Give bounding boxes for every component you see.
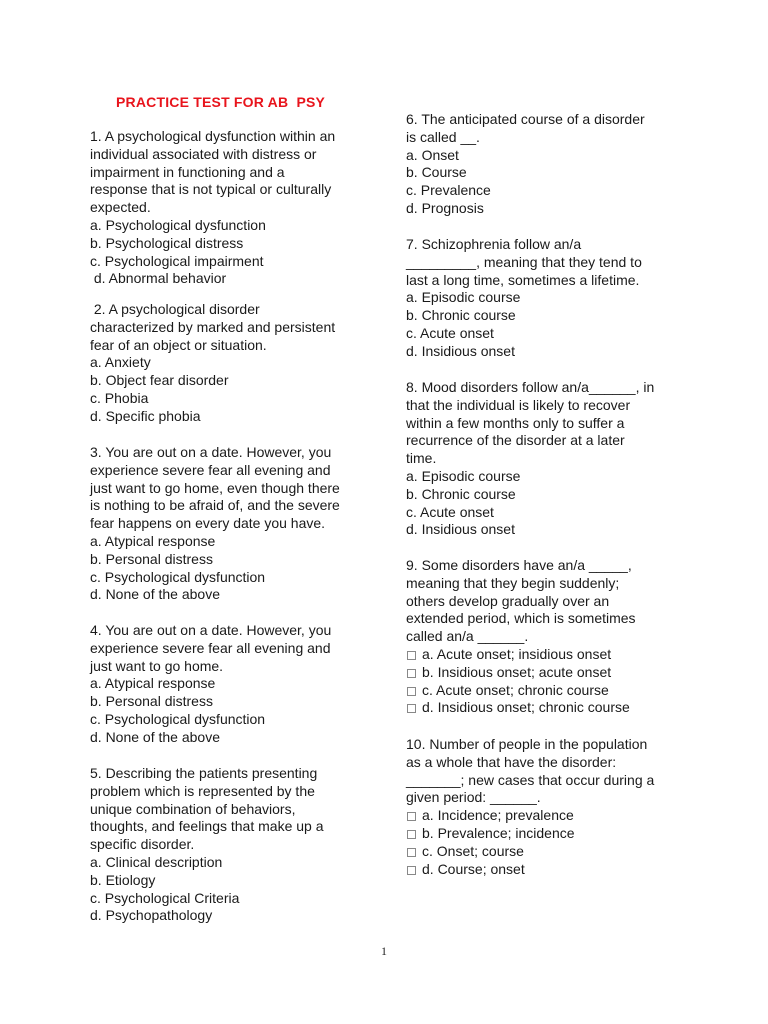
- page-title: PRACTICE TEST FOR AB PSY: [116, 94, 326, 110]
- answer-option-label: b. Course: [406, 164, 467, 181]
- answer-option: [406, 807, 706, 825]
- answer-option: [90, 408, 390, 426]
- answer-option-label: d. Prognosis: [406, 199, 484, 216]
- answer-option-label: d. Course; onset: [422, 860, 525, 877]
- question-text-line: fear of an object or situation.: [90, 336, 267, 353]
- answer-option-label: d. Insidious onset: [406, 342, 515, 359]
- answer-option: [406, 664, 706, 682]
- answer-option: [90, 693, 390, 711]
- answer-option: [90, 533, 390, 551]
- answer-option: [90, 854, 390, 872]
- question-text-line: 5. Describing the patients presenting: [90, 765, 318, 781]
- answer-option: [90, 586, 390, 604]
- question-text-line: time.: [406, 450, 437, 467]
- question-text-line: specific disorder.: [90, 836, 195, 853]
- answer-option: [90, 890, 390, 908]
- answer-option-label: a. Atypical response: [90, 675, 216, 692]
- answer-option-label: c. Psychological Criteria: [90, 889, 240, 906]
- question-1: [90, 128, 390, 288]
- answer-option: [406, 343, 706, 361]
- answer-option: [406, 182, 706, 200]
- question-text-line: as a whole that have the disorder:: [406, 753, 617, 770]
- answer-option-label: c. Onset; course: [422, 842, 524, 859]
- question-text-line: that the individual is likely to recover: [406, 396, 631, 413]
- answer-option-label: b. Etiology: [90, 871, 156, 888]
- answer-option-label: b. Chronic course: [406, 307, 516, 324]
- question-text-line: 4. You are out on a date. However, you: [90, 622, 332, 638]
- question-2: [90, 301, 390, 426]
- answer-option: [406, 486, 706, 504]
- answer-option-label: d. Insidious onset: [406, 521, 515, 538]
- question-8: [406, 379, 706, 539]
- answer-option-label: a. Anxiety: [90, 354, 151, 371]
- question-text-line: is nothing to be afraid of, and the severe: [90, 497, 340, 514]
- answer-option-label: a. Episodic course: [406, 289, 521, 306]
- question-6: [406, 111, 706, 218]
- question-text-line: 1. A psychological dysfunction within an: [90, 128, 336, 144]
- answer-option: [90, 569, 390, 587]
- checkbox-icon: [407, 651, 416, 660]
- answer-option: [90, 872, 390, 890]
- question-text-line: problem which is represented by the: [90, 782, 315, 799]
- answer-option-label: b. Object fear disorder: [90, 372, 229, 389]
- answer-option-label: a. Acute onset; insidious onset: [422, 645, 612, 662]
- question-text-line: characterized by marked and persistent: [90, 318, 336, 335]
- question-text-line: within a few months only to suffer a: [406, 414, 625, 431]
- question-text-line: fear happens on every date you have.: [90, 515, 326, 532]
- answer-option: [406, 699, 706, 717]
- answer-option-label: a. Episodic course: [406, 467, 521, 484]
- question-7: [406, 236, 706, 361]
- question-text-line: meaning that they begin suddenly;: [406, 574, 620, 591]
- question-text-line: 9. Some disorders have an/a _____,: [406, 557, 632, 573]
- answer-option: [406, 825, 706, 843]
- question-text-line: 7. Schizophrenia follow an/a: [406, 236, 582, 252]
- checkbox-icon: [407, 687, 416, 696]
- answer-option: [90, 270, 390, 288]
- answer-option: [406, 325, 706, 343]
- answer-option: [406, 468, 706, 486]
- question-text-line: impairment in functioning and a: [90, 163, 285, 180]
- answer-option-label: c. Acute onset; chronic course: [422, 681, 609, 698]
- answer-option: [90, 907, 390, 925]
- answer-option-label: d. None of the above: [90, 586, 220, 603]
- answer-option-label: c. Psychological dysfunction: [90, 710, 266, 727]
- answer-option: [406, 682, 706, 700]
- answer-option-label: b. Prevalence; incidence: [422, 824, 575, 841]
- checkbox-icon: [407, 812, 416, 821]
- answer-option-label: a. Onset: [406, 146, 459, 163]
- answer-option-label: d. Abnormal behavior: [90, 270, 227, 287]
- answer-option: [90, 217, 390, 235]
- answer-option-label: c. Acute onset: [406, 503, 494, 520]
- answer-option: [90, 235, 390, 253]
- answer-option: [406, 861, 706, 879]
- checkbox-icon: [407, 830, 416, 839]
- answer-option-label: b. Personal distress: [90, 550, 213, 567]
- answer-option: [90, 354, 390, 372]
- question-text-line: 6. The anticipated course of a disorder: [406, 111, 645, 127]
- answer-option: [406, 147, 706, 165]
- answer-option-label: a. Psychological dysfunction: [90, 216, 266, 233]
- answer-option-label: b. Chronic course: [406, 485, 516, 502]
- answer-option: [90, 372, 390, 390]
- answer-option-label: c. Acute onset: [406, 324, 494, 341]
- question-text-line: thoughts, and feelings that make up a: [90, 818, 324, 835]
- question-4: [90, 622, 390, 747]
- question-text-line: given period: ______.: [406, 789, 541, 806]
- answer-option-label: b. Insidious onset; acute onset: [422, 663, 612, 680]
- answer-option-label: a. Incidence; prevalence: [422, 807, 574, 824]
- answer-option: [406, 307, 706, 325]
- checkbox-icon: [407, 669, 416, 678]
- answer-option: [90, 551, 390, 569]
- question-text-line: last a long time, sometimes a lifetime.: [406, 271, 640, 288]
- question-text-line: others develop gradually over an: [406, 592, 610, 609]
- answer-option: [406, 200, 706, 218]
- question-text-line: 8. Mood disorders follow an/a______, in: [406, 379, 655, 395]
- question-text-line: recurrence of the disorder at a later: [406, 432, 625, 449]
- answer-option-label: d. Specific phobia: [90, 407, 201, 424]
- question-text-line: just want to go home, even though there: [90, 479, 340, 496]
- answer-option-label: d. Psychopathology: [90, 907, 213, 924]
- page-number: 1: [381, 944, 387, 958]
- answer-option-label: b. Psychological distress: [90, 234, 244, 251]
- answer-option: [90, 253, 390, 271]
- answer-option: [90, 675, 390, 693]
- answer-option-label: a. Atypical response: [90, 532, 216, 549]
- question-9: [406, 557, 706, 717]
- question-5: [90, 765, 390, 925]
- answer-option: [406, 521, 706, 539]
- question-text-line: extended period, which is sometimes: [406, 610, 636, 627]
- question-text-line: 10. Number of people in the population: [406, 736, 648, 752]
- question-text-line: expected.: [90, 199, 151, 216]
- answer-option: [90, 711, 390, 729]
- answer-option-label: c. Prevalence: [406, 182, 491, 199]
- question-text-line: is called __.: [406, 128, 480, 145]
- answer-option-label: b. Personal distress: [90, 693, 213, 710]
- answer-option-label: c. Phobia: [90, 389, 149, 406]
- question-text-line: just want to go home.: [90, 657, 224, 674]
- question-3: [90, 444, 390, 604]
- question-text-line: experience severe fear all evening and: [90, 461, 331, 478]
- checkbox-icon: [407, 704, 416, 713]
- question-text-line: _________, meaning that they tend to: [406, 253, 642, 270]
- answer-option: [406, 164, 706, 182]
- answer-option: [406, 646, 706, 664]
- question-text-line: 2. A psychological disorder: [90, 301, 260, 317]
- checkbox-icon: [407, 866, 416, 875]
- answer-option: [90, 390, 390, 408]
- checkbox-icon: [407, 848, 416, 857]
- question-text-line: individual associated with distress or: [90, 145, 317, 162]
- question-text-line: unique combination of behaviors,: [90, 800, 296, 817]
- question-text-line: called an/a ______.: [406, 628, 529, 645]
- answer-option: [406, 504, 706, 522]
- question-text-line: _______; new cases that occur during a: [406, 771, 655, 788]
- question-10: [406, 736, 706, 878]
- answer-option: [406, 843, 706, 861]
- answer-option-label: c. Psychological dysfunction: [90, 568, 266, 585]
- question-text-line: experience severe fear all evening and: [90, 639, 331, 656]
- answer-option: [90, 729, 390, 747]
- answer-option-label: c. Psychological impairment: [90, 252, 264, 269]
- answer-option: [406, 289, 706, 307]
- answer-option-label: a. Clinical description: [90, 853, 223, 870]
- answer-option-label: d. Insidious onset; chronic course: [422, 699, 630, 716]
- question-text-line: 3. You are out on a date. However, you: [90, 444, 332, 460]
- question-text-line: response that is not typical or culturally: [90, 181, 332, 198]
- answer-option-label: d. None of the above: [90, 728, 220, 745]
